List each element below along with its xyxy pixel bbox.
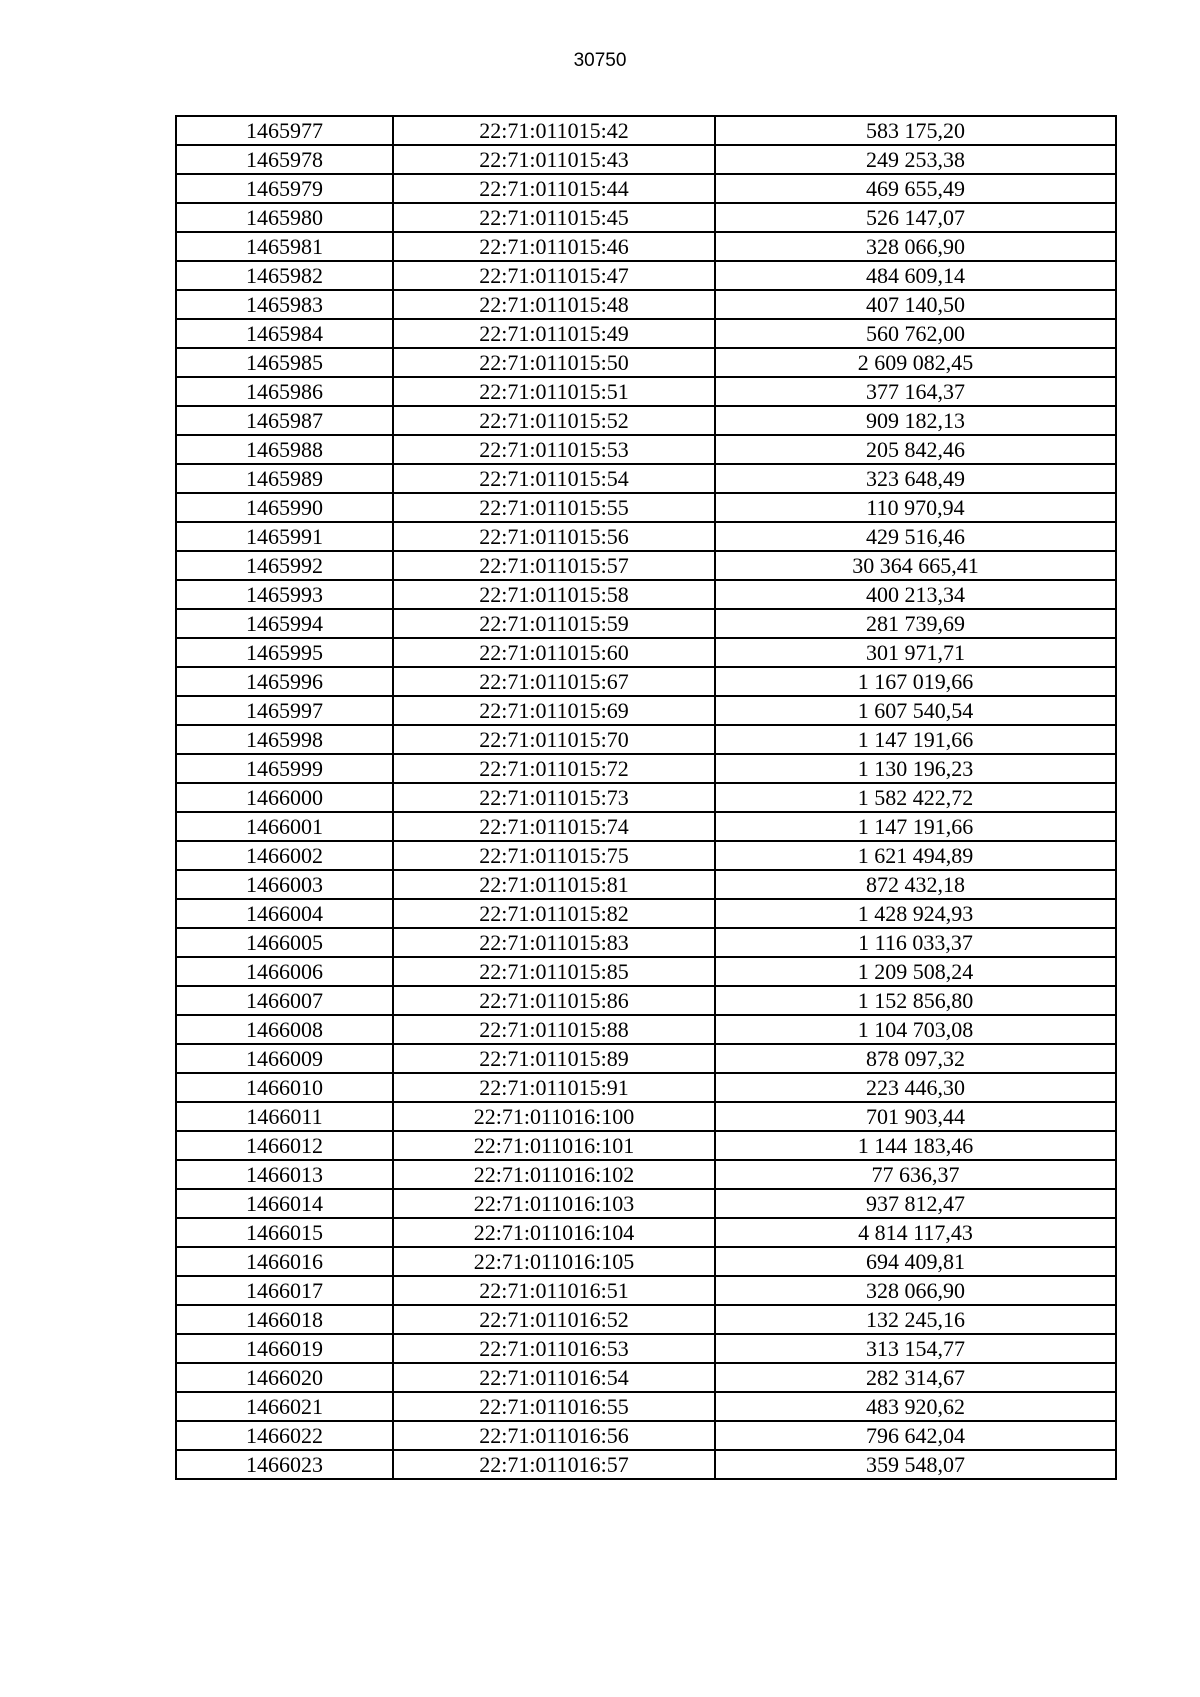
- cadastral-value-cell: 526 147,07: [715, 203, 1116, 232]
- cadastral-number-cell: 22:71:011015:57: [393, 551, 715, 580]
- cadastral-number-cell: 22:71:011016:55: [393, 1392, 715, 1421]
- row-number-cell: 1466008: [176, 1015, 393, 1044]
- row-number-cell: 1466007: [176, 986, 393, 1015]
- table-row: [176, 1334, 1116, 1363]
- row-number-cell: 1465980: [176, 203, 393, 232]
- cadastral-value-cell: 796 642,04: [715, 1421, 1116, 1450]
- cadastral-value-cell: 1 144 183,46: [715, 1131, 1116, 1160]
- row-number-cell: 1465997: [176, 696, 393, 725]
- table-row: [176, 203, 1116, 232]
- cadastral-value-cell: 429 516,46: [715, 522, 1116, 551]
- cadastral-number-cell: 22:71:011016:102: [393, 1160, 715, 1189]
- cadastral-number-cell: 22:71:011015:60: [393, 638, 715, 667]
- cadastral-value-cell: 1 130 196,23: [715, 754, 1116, 783]
- table-row: [176, 377, 1116, 406]
- cadastral-number-cell: 22:71:011015:52: [393, 406, 715, 435]
- table-row: [176, 1247, 1116, 1276]
- row-number-cell: 1466003: [176, 870, 393, 899]
- cadastral-number-cell: 22:71:011015:91: [393, 1073, 715, 1102]
- table-row: [176, 609, 1116, 638]
- row-number-cell: 1466010: [176, 1073, 393, 1102]
- cadastral-value-cell: 1 152 856,80: [715, 986, 1116, 1015]
- cadastral-number-cell: 22:71:011015:85: [393, 957, 715, 986]
- cadastral-value-cell: 560 762,00: [715, 319, 1116, 348]
- row-number-cell: 1466015: [176, 1218, 393, 1247]
- cadastral-value-cell: 377 164,37: [715, 377, 1116, 406]
- cadastral-number-cell: 22:71:011016:105: [393, 1247, 715, 1276]
- row-number-cell: 1466016: [176, 1247, 393, 1276]
- cadastral-value-cell: 694 409,81: [715, 1247, 1116, 1276]
- table-row: [176, 986, 1116, 1015]
- cadastral-number-cell: 22:71:011015:56: [393, 522, 715, 551]
- cadastral-value-cell: 132 245,16: [715, 1305, 1116, 1334]
- table-row: [176, 464, 1116, 493]
- row-number-cell: 1466014: [176, 1189, 393, 1218]
- cadastral-value-cell: 1 147 191,66: [715, 812, 1116, 841]
- row-number-cell: 1465978: [176, 145, 393, 174]
- table-row: [176, 957, 1116, 986]
- cadastral-value-cell: 701 903,44: [715, 1102, 1116, 1131]
- cadastral-value-cell: 281 739,69: [715, 609, 1116, 638]
- row-number-cell: 1466004: [176, 899, 393, 928]
- cadastral-number-cell: 22:71:011015:88: [393, 1015, 715, 1044]
- row-number-cell: 1465991: [176, 522, 393, 551]
- row-number-cell: 1465995: [176, 638, 393, 667]
- cadastral-value-cell: 1 582 422,72: [715, 783, 1116, 812]
- cadastral-number-cell: 22:71:011016:56: [393, 1421, 715, 1450]
- cadastral-number-cell: 22:71:011015:69: [393, 696, 715, 725]
- row-number-cell: 1466023: [176, 1450, 393, 1479]
- cadastral-value-cell: 249 253,38: [715, 145, 1116, 174]
- cadastral-number-cell: 22:71:011015:89: [393, 1044, 715, 1073]
- cadastral-value-cell: 1 104 703,08: [715, 1015, 1116, 1044]
- cadastral-number-cell: 22:71:011015:53: [393, 435, 715, 464]
- table-row: [176, 406, 1116, 435]
- row-number-cell: 1466005: [176, 928, 393, 957]
- row-number-cell: 1465979: [176, 174, 393, 203]
- table-row: [176, 1102, 1116, 1131]
- cadastral-number-cell: 22:71:011015:48: [393, 290, 715, 319]
- row-number-cell: 1465985: [176, 348, 393, 377]
- cadastral-value-cell: 1 607 540,54: [715, 696, 1116, 725]
- cadastral-value-cell: 323 648,49: [715, 464, 1116, 493]
- cadastral-number-cell: 22:71:011015:51: [393, 377, 715, 406]
- cadastral-number-cell: 22:71:011015:44: [393, 174, 715, 203]
- cadastral-number-cell: 22:71:011015:82: [393, 899, 715, 928]
- cadastral-value-table: [175, 115, 1117, 1480]
- table-row: [176, 580, 1116, 609]
- table-row: [176, 116, 1116, 145]
- cadastral-number-cell: 22:71:011015:72: [393, 754, 715, 783]
- cadastral-value-cell: 359 548,07: [715, 1450, 1116, 1479]
- row-number-cell: 1466009: [176, 1044, 393, 1073]
- cadastral-value-cell: 77 636,37: [715, 1160, 1116, 1189]
- cadastral-number-cell: 22:71:011016:103: [393, 1189, 715, 1218]
- cadastral-number-cell: 22:71:011015:58: [393, 580, 715, 609]
- cadastral-number-cell: 22:71:011016:101: [393, 1131, 715, 1160]
- cadastral-value-cell: 483 920,62: [715, 1392, 1116, 1421]
- table-body: [176, 116, 1116, 1479]
- page-number: 30750: [573, 50, 627, 71]
- table-row: [176, 870, 1116, 899]
- row-number-cell: 1466000: [176, 783, 393, 812]
- cadastral-number-cell: 22:71:011015:50: [393, 348, 715, 377]
- row-number-cell: 1465999: [176, 754, 393, 783]
- table-row: [176, 1305, 1116, 1334]
- row-number-cell: 1466017: [176, 1276, 393, 1305]
- row-number-cell: 1465989: [176, 464, 393, 493]
- table-row: [176, 1421, 1116, 1450]
- cadastral-number-cell: 22:71:011015:73: [393, 783, 715, 812]
- table-row: [176, 1044, 1116, 1073]
- row-number-cell: 1465986: [176, 377, 393, 406]
- table-row: [176, 1363, 1116, 1392]
- row-number-cell: 1466002: [176, 841, 393, 870]
- table-row: [176, 145, 1116, 174]
- table-row: [176, 841, 1116, 870]
- cadastral-value-cell: 484 609,14: [715, 261, 1116, 290]
- table-row: [176, 1015, 1116, 1044]
- row-number-cell: 1465984: [176, 319, 393, 348]
- table-row: [176, 928, 1116, 957]
- row-number-cell: 1465996: [176, 667, 393, 696]
- cadastral-value-cell: 1 621 494,89: [715, 841, 1116, 870]
- table-row: [176, 232, 1116, 261]
- row-number-cell: 1465998: [176, 725, 393, 754]
- table-row: [176, 754, 1116, 783]
- cadastral-value-cell: 223 446,30: [715, 1073, 1116, 1102]
- row-number-cell: 1465993: [176, 580, 393, 609]
- row-number-cell: 1465983: [176, 290, 393, 319]
- cadastral-number-cell: 22:71:011015:86: [393, 986, 715, 1015]
- table-row: [176, 522, 1116, 551]
- cadastral-number-cell: 22:71:011016:52: [393, 1305, 715, 1334]
- table-row: [176, 435, 1116, 464]
- row-number-cell: 1465982: [176, 261, 393, 290]
- table-row: [176, 812, 1116, 841]
- cadastral-value-cell: 937 812,47: [715, 1189, 1116, 1218]
- table-row: [176, 783, 1116, 812]
- table-row: [176, 667, 1116, 696]
- cadastral-number-cell: 22:71:011015:59: [393, 609, 715, 638]
- cadastral-value-cell: 2 609 082,45: [715, 348, 1116, 377]
- table-row: [176, 1160, 1116, 1189]
- row-number-cell: 1466001: [176, 812, 393, 841]
- cadastral-value-cell: 205 842,46: [715, 435, 1116, 464]
- row-number-cell: 1465981: [176, 232, 393, 261]
- cadastral-value-cell: 110 970,94: [715, 493, 1116, 522]
- table-row: [176, 899, 1116, 928]
- table-row: [176, 1131, 1116, 1160]
- cadastral-number-cell: 22:71:011016:54: [393, 1363, 715, 1392]
- cadastral-number-cell: 22:71:011015:83: [393, 928, 715, 957]
- cadastral-value-cell: 1 209 508,24: [715, 957, 1116, 986]
- table-row: [176, 319, 1116, 348]
- cadastral-value-cell: 400 213,34: [715, 580, 1116, 609]
- cadastral-value-cell: 1 147 191,66: [715, 725, 1116, 754]
- row-number-cell: 1465990: [176, 493, 393, 522]
- row-number-cell: 1466021: [176, 1392, 393, 1421]
- table-row: [176, 725, 1116, 754]
- row-number-cell: 1466022: [176, 1421, 393, 1450]
- cadastral-value-cell: 583 175,20: [715, 116, 1116, 145]
- cadastral-value-cell: 878 097,32: [715, 1044, 1116, 1073]
- cadastral-value-cell: 282 314,67: [715, 1363, 1116, 1392]
- cadastral-number-cell: 22:71:011015:47: [393, 261, 715, 290]
- table-row: [176, 1450, 1116, 1479]
- table-row: [176, 1276, 1116, 1305]
- table-row: [176, 1392, 1116, 1421]
- row-number-cell: 1465994: [176, 609, 393, 638]
- table-row: [176, 1073, 1116, 1102]
- row-number-cell: 1465977: [176, 116, 393, 145]
- cadastral-value-cell: 30 364 665,41: [715, 551, 1116, 580]
- cadastral-number-cell: 22:71:011016:51: [393, 1276, 715, 1305]
- row-number-cell: 1466006: [176, 957, 393, 986]
- cadastral-value-cell: 328 066,90: [715, 232, 1116, 261]
- table-row: [176, 290, 1116, 319]
- cadastral-value-cell: 872 432,18: [715, 870, 1116, 899]
- table-row: [176, 1189, 1116, 1218]
- table-row: [176, 551, 1116, 580]
- table-row: [176, 348, 1116, 377]
- cadastral-number-cell: 22:71:011015:49: [393, 319, 715, 348]
- cadastral-number-cell: 22:71:011015:46: [393, 232, 715, 261]
- cadastral-number-cell: 22:71:011015:75: [393, 841, 715, 870]
- row-number-cell: 1466013: [176, 1160, 393, 1189]
- cadastral-number-cell: 22:71:011015:55: [393, 493, 715, 522]
- row-number-cell: 1466011: [176, 1102, 393, 1131]
- cadastral-number-cell: 22:71:011015:45: [393, 203, 715, 232]
- cadastral-value-cell: 1 428 924,93: [715, 899, 1116, 928]
- cadastral-number-cell: 22:71:011016:104: [393, 1218, 715, 1247]
- cadastral-value-cell: 301 971,71: [715, 638, 1116, 667]
- cadastral-number-cell: 22:71:011015:67: [393, 667, 715, 696]
- cadastral-value-cell: 407 140,50: [715, 290, 1116, 319]
- cadastral-number-cell: 22:71:011015:74: [393, 812, 715, 841]
- table-row: [176, 493, 1116, 522]
- cadastral-number-cell: 22:71:011015:43: [393, 145, 715, 174]
- row-number-cell: 1465987: [176, 406, 393, 435]
- cadastral-value-cell: 313 154,77: [715, 1334, 1116, 1363]
- cadastral-number-cell: 22:71:011015:42: [393, 116, 715, 145]
- row-number-cell: 1465988: [176, 435, 393, 464]
- cadastral-number-cell: 22:71:011016:53: [393, 1334, 715, 1363]
- table-row: [176, 638, 1116, 667]
- cadastral-number-cell: 22:71:011016:100: [393, 1102, 715, 1131]
- row-number-cell: 1465992: [176, 551, 393, 580]
- row-number-cell: 1466020: [176, 1363, 393, 1392]
- cadastral-value-cell: 909 182,13: [715, 406, 1116, 435]
- cadastral-number-cell: 22:71:011015:81: [393, 870, 715, 899]
- cadastral-value-cell: 328 066,90: [715, 1276, 1116, 1305]
- cadastral-number-cell: 22:71:011016:57: [393, 1450, 715, 1479]
- row-number-cell: 1466019: [176, 1334, 393, 1363]
- table-row: [176, 696, 1116, 725]
- cadastral-number-cell: 22:71:011015:70: [393, 725, 715, 754]
- cadastral-value-cell: 469 655,49: [715, 174, 1116, 203]
- cadastral-value-cell: 1 116 033,37: [715, 928, 1116, 957]
- row-number-cell: 1466012: [176, 1131, 393, 1160]
- cadastral-value-cell: 1 167 019,66: [715, 667, 1116, 696]
- cadastral-number-cell: 22:71:011015:54: [393, 464, 715, 493]
- row-number-cell: 1466018: [176, 1305, 393, 1334]
- table-row: [176, 261, 1116, 290]
- cadastral-value-cell: 4 814 117,43: [715, 1218, 1116, 1247]
- table-row: [176, 174, 1116, 203]
- table-row: [176, 1218, 1116, 1247]
